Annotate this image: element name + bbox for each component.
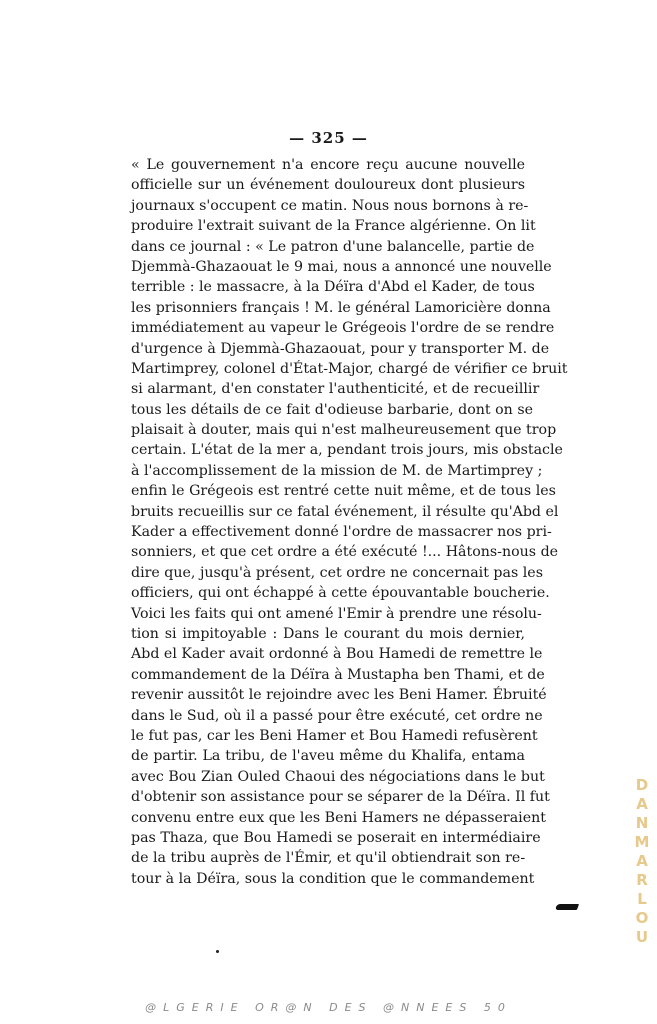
text-line: d'obtenir son assistance pour se séparer de la Déïra. Il fut — [131, 789, 550, 806]
text-line: à l'accomplissement de la mission de M. de Martimprey ; — [131, 462, 543, 479]
text-line: d'urgence à Djemmà-Ghazaouat, pour y transporter M. de — [131, 340, 550, 357]
text-line: pas Thaza, que Bou Hamedi se poserait en intermédiaire — [131, 829, 541, 846]
text-line: de la tribu auprès de l'Émir, et qu'il obtiendrait son re- — [131, 850, 526, 867]
text-line: dans le Sud, où il a passé pour être exécuté, cet ordre ne — [131, 707, 543, 724]
text-line: certain. L'état de la mer a, pendant trois jours, mis obstacle — [131, 442, 563, 459]
text-line: Djemmà-Ghazaouat le 9 mai, nous a annoncé une nouvelle — [131, 258, 552, 275]
ink-dot — [216, 950, 219, 953]
body-text — [131, 155, 568, 889]
text-line: enfin le Grégeois est rentré cette nuit même, et de tous les — [131, 483, 556, 500]
ink-mark — [555, 904, 579, 910]
watermark-danmarlou: DANMARLOU — [633, 776, 651, 947]
text-line: commandement de la Déïra à Mustapha ben Thami, et de — [131, 666, 545, 683]
text-line: officielle sur un événement douloureux dont plusieurs — [131, 177, 525, 194]
text-line: tour à la Déïra, sous la condition que le commandement — [131, 870, 535, 887]
text-line: de partir. La tribu, de l'aveu même du Khalifa, entama — [131, 748, 525, 765]
text-line: les prisonniers français ! M. le général Lamoricière donna — [131, 299, 551, 316]
text-line: immédiatement au vapeur le Grégeois l'ordre de se rendre — [131, 320, 555, 337]
text-line: avec Bou Zian Ouled Chaoui des négociations dans le but — [131, 768, 545, 785]
text-line: tion si impitoyable : Dans le courant du mois dernier, — [131, 625, 525, 642]
text-line: Voici les faits qui ont amené l'Emir à prendre une résolu- — [131, 605, 542, 622]
text-line: tous les détails de ce fait d'odieuse barbarie, dont on se — [131, 401, 533, 418]
text-line: journaux s'occupent ce matin. Nous nous bornons à re- — [131, 197, 529, 214]
text-line: dire que, jusqu'à présent, cet ordre ne concernait pas les — [131, 564, 543, 581]
text-line: convenu entre eux que les Beni Hamers ne dépasseraient — [131, 809, 546, 826]
text-line: bruits recueillis sur ce fatal événement, il résulte qu'Abd el — [131, 503, 559, 520]
text-line: officiers, qui ont échappé à cette épouvantable boucherie. — [131, 585, 550, 602]
text-line: sonniers, et que cet ordre a été exécuté !... Hâtons-nous de — [131, 544, 559, 561]
text-line: dans ce journal : « Le patron d'une balancelle, partie de — [131, 238, 535, 255]
text-line: Kader a effectivement donné l'ordre de massacrer nos pri- — [131, 524, 552, 541]
page-number: — 325 — — [289, 129, 368, 147]
text-line: « Le gouvernement n'a encore reçu aucune nouvelle — [131, 157, 525, 173]
text-line: Martimprey, colonel d'État-Major, chargé de vérifier ce bruit — [131, 360, 568, 377]
text-line: si alarmant, d'en constater l'authenticité, et de recueillir — [131, 381, 540, 398]
text-line: plaisait à douter, mais qui n'est malheureusement que trop — [131, 422, 557, 439]
text-line: produire l'extrait suivant de la France algérienne. On lit — [131, 218, 536, 235]
text-line: terrible : le massacre, à la Déïra d'Abd el Kader, de tous — [131, 279, 535, 296]
footer-caption: @LGERIE OR@N DES @NNEES 50 — [145, 1001, 512, 1014]
text-line: revenir aussitôt le rejoindre avec les Beni Hamer. Ébruité — [131, 687, 547, 704]
text-line: Abd el Kader avait ordonné à Bou Hamedi de remettre le — [131, 646, 543, 663]
text-line: le fut pas, car les Beni Hamer et Bou Hamedi refusèrent — [131, 727, 538, 744]
